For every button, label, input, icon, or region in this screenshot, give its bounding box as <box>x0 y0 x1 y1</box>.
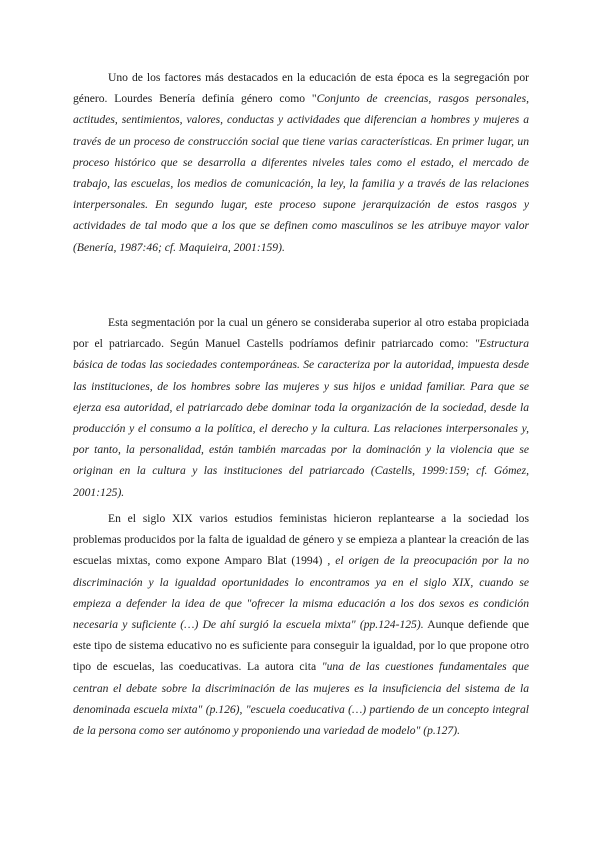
paragraph-3-quote: , el origen de la preocupación por la no discriminación y la igualdad oportunidades lo encontramos ya en el siglo XIX, cuando se empieza a defender la idea de que "ofrecer la misma educación a los dos sexos es condición necesaria y suficiente (…) De ahí surgió la escuela mixta" (pp.124-125). <box>73 554 530 632</box>
paragraph-2-quote: "Estructura básica de todas las sociedades contemporáneas. Se caracteriza por la autoridad, impuesta desde las instituciones, de los hombres sobre las mujeres y sus hijos e unidad familiar. Para que se ejerza esa autoridad, el patriarcado debe dominar toda la organización de la sociedad, desde la producción y el consumo a la política, el derecho y la cultura. Las relaciones interpersonales y, por tanto, la personalidad, están también marcadas por la dominación y la violencia que se originan en la cultura y las instituciones del patriarcado (Castells, 1999:159; cf. Gómez, 2001:125). <box>73 337 529 499</box>
paragraph-gender-segregation <box>73 67 529 258</box>
paragraph-3-text: En el siglo XIX varios estudios feministas hicieron replantearse a la sociedad los problemas producidos por la falta de igualdad de género y se empieza a plantear la creación de las escuelas mixtas, como expone Amparo Blat (1994) <box>73 512 529 568</box>
paragraph-patriarchy <box>73 312 529 503</box>
paragraph-1-quote: Conjunto de creencias, rasgos personales, actitudes, sentimientos, valores, conductas y actividades que diferencian a hombres y mujeres a través de un proceso de construcción social que tiene varias características. En primer lugar, un proceso histórico que se desarrolla a diferentes niveles tales como el estado, el mercado de trabajo, las escuelas, los medios de comunicación, la ley, la familia y a través de las relaciones interpersonales. En segundo lugar, este proceso supone jerarquización de estos rasgos y actividades de tal modo que a los que se definen como masculinos se les atribuye mayor valor (Benería, 1987:46; cf. Maquieira, 2001:159). <box>73 92 529 254</box>
paragraph-2-text: Esta segmentación por la cual un género se consideraba superior al otro estaba propiciada por el patriarcado. Según Manuel Castells podríamos definir patriarcado como: <box>73 316 529 351</box>
paragraph-3-text-continued: Aunque defiende que este tipo de sistema educativo no es suficiente para conseguir la igualdad, por lo que propone otro tipo de escuelas, las coeducativas. La autora cita <box>73 618 529 674</box>
paragraph-1-text: Uno de los factores más destacados en la educación de esta época es la segregación por género. Lourdes Benería definía género como " <box>73 71 529 106</box>
paragraph-3-citation: "una de las cuestiones fundamentales que centran el debate sobre la discriminación de las mujeres es la insuficiencia del sistema de la denominada escuela mixta" (p.126), "escuela coeducativa (…) partiendo de un concepto integral de la persona como ser autónomo y proponiendo una variedad de modelo" (p.127). <box>73 660 529 738</box>
paragraph-mixed-schools <box>73 508 529 741</box>
